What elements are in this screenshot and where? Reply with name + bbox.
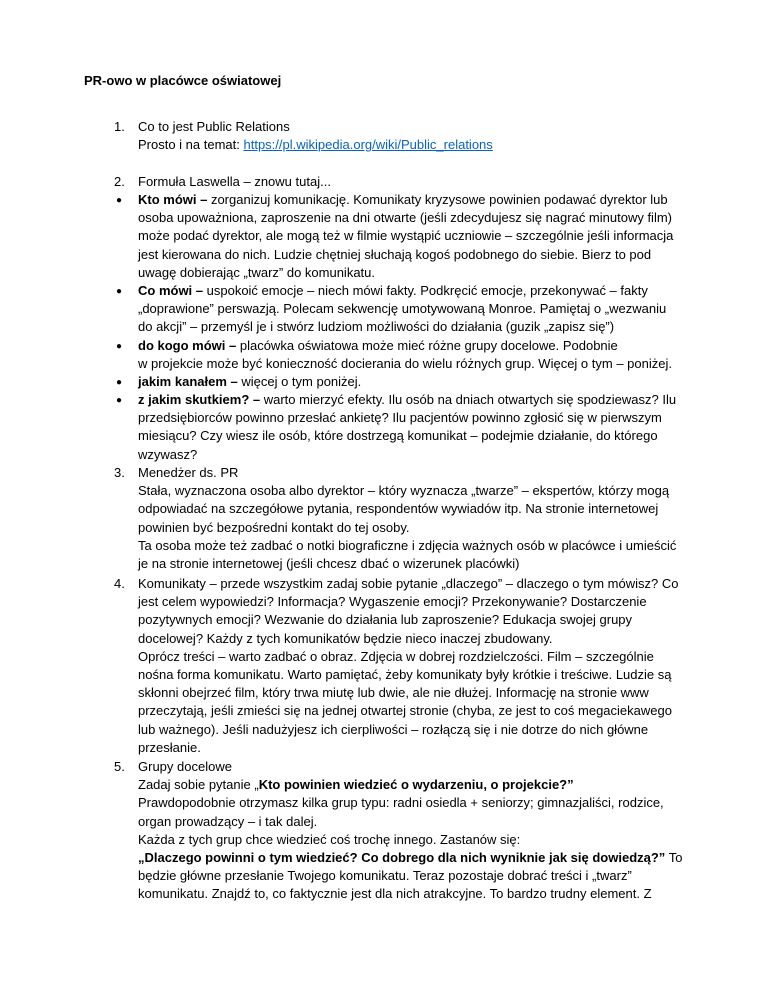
bullet-line: w projekcie może być konieczność docierania do wielu różnych grup. Więcej o tym – poniżej. (138, 356, 672, 372)
section-line: jest celem wypowiedzi? Informacja? Wygaszenie emocji? Przekonywanie? Dostarczenie (138, 594, 647, 610)
bullet-line: przedsiębiorców powinno przesłać ankietę? Ilu pacjentów powinno zgłosić się w pierwszym (138, 410, 662, 426)
section-line: powinien być bezpośredni kontakt do tej osoby. (138, 519, 410, 535)
section-line: Komunikaty – przede wszystkim zadaj sobie pytanie „dlaczego” – dlaczego o tym mówisz? Co (138, 576, 679, 591)
bullet-text: placówka oświatowa może mieć różne grupy docelowe. Podobnie (236, 338, 618, 353)
section-line: będzie główne przesłanie Twojego komunikatu. Teraz pozostaje dobrać treści i „twarz” (138, 868, 632, 884)
section-line: Każda z tych grup chce wiedzieć coś trochę innego. Zastanów się: (138, 831, 521, 847)
bullet-bold: do kogo mówi – (138, 338, 237, 353)
bullet-icon: ● (116, 395, 123, 406)
section-line: przeczytają, jeśli zmieści się na jednej otwartej stronie (chyba, ze jest to coś megaciekawego (138, 703, 672, 719)
bullet-line: może podać dyrektor, ale mogą też w filmie wystąpić uczniowie – szczególnie jeśli informacja (138, 228, 674, 244)
bullet-icon: ● (116, 195, 123, 206)
section-text: To (665, 849, 683, 865)
section-number: 5. (114, 759, 125, 774)
section-line: Prawdopodobnie otrzymasz kilka grup typu: radni osiedla + seniorzy; gimnazjaliści, rodzice, (138, 795, 664, 811)
bullet-text: więcej o tym poniżej. (237, 374, 362, 389)
bullet-bold: Kto mówi – (138, 192, 208, 207)
section-heading: Formuła Laswella – znowu tutaj... (138, 174, 331, 189)
section-line: Oprócz treści – warto zadbać o obraz. Zdjęcia w dobrej rozdzielczości. Film – szczególnie (138, 648, 654, 664)
link-prefix: Prosto i na temat: (138, 137, 244, 153)
section-number: 3. (114, 465, 125, 480)
question-prefix: Zadaj sobie pytanie „ (138, 777, 259, 793)
section-line (138, 136, 698, 154)
bullet-bold: z jakim skutkiem? – (138, 392, 261, 407)
bullet-icon: ● (116, 286, 123, 297)
section-line: lub ważnego). Jeśli nadużyjesz ich cierpliwości – rozłączą się i nie dotrze do nich główne (138, 721, 649, 737)
bullet-line: „doprawione” perswazją. Polecam sekwencję umotywowaną Monroe. Pamiętaj o „wezwaniu (138, 301, 667, 317)
section-line: nośna forma komunikatu. Warto pamiętać, żeby komunikaty były krótkie i treściwe. Ludzie są (138, 666, 672, 682)
question-bold: „Dlaczego powinni o tym wiedzieć? Co dobrego dla nich wyniknie jak się dowiedzą?” (138, 849, 666, 865)
section-heading: Co to jest Public Relations (138, 119, 290, 134)
bullet-bold: Co mówi – (138, 283, 204, 298)
bullet-line: wzywasz? (138, 446, 198, 462)
bullet-text: warto mierzyć efekty. Ilu osób na dniach otwartych się spodziewasz? Ilu (260, 392, 677, 407)
wikipedia-link[interactable]: https://pl.wikipedia.org/wiki/Public_relations (243, 137, 493, 153)
section-line: skłonni obejrzeć film, który trwa miutę lub dwie, ale nie dłużej. Informację na stronie www (138, 685, 649, 701)
section-line: przesłanie. (138, 739, 201, 755)
section-heading: Grupy docelowe (138, 759, 232, 774)
section-line: komunikatu. Znajdź to, co faktycznie jest dla nich atrakcyjne. To bardzo trudny element. Z (138, 886, 652, 902)
bullet-text: zorganizuj komunikację. Komunikaty kryzysowe powinien podawać dyrektor lub (207, 192, 668, 207)
bullet-line: do akcji” – przemyśl je i stwórz ludziom możliwości do działania (guzik „zapisz się”) (138, 319, 615, 335)
bullet-text: uspokoić emocje – niech mówi fakty. Podkręcić emocje, przekonywać – fakty (203, 283, 648, 298)
section-line: organ prowadzący – i tak dalej. (138, 813, 318, 829)
section-number: 4. (114, 576, 125, 591)
section-line: odpowiadać na szczegółowe pytania, respondentów wywiadów itp. Na stronie internetowej (138, 501, 659, 517)
question-bold: Kto powinien wiedzieć o wydarzeniu, o projekcie?” (258, 777, 574, 793)
bullet-line: miesiącu? Czy wiesz ile osób, które dostrzegą komunikat – podejmie działanie, do którego (138, 428, 658, 444)
section-line: Ta osoba może też zadbać o notki biograficzne i zdjęcia ważnych osób w placówce i umieścić (138, 537, 677, 553)
section-line: pozytywnych emocji? Wezwanie do działania lub zaproszenie? Edukacja swojej grupy (138, 612, 633, 628)
bullet-bold: jakim kanałem – (138, 374, 238, 389)
bullet-line: jest kierowana do nich. Ludzie chętniej słuchają kogoś podobnego do siebie. Bierz to pod (138, 246, 652, 262)
section-line: Stała, wyznaczona osoba albo dyrektor – który wyznacza „twarze” – ekspertów, którzy mogą (138, 483, 670, 499)
section-number: 1. (114, 119, 125, 134)
section-heading: Menedżer ds. PR (138, 465, 239, 480)
section-number: 2. (114, 174, 125, 189)
section-line: docelowej? Każdy z tych komunikatów będzie nieco inaczej zbudowany. (138, 630, 553, 646)
bullet-line: uwagę dobierając „twarz” do komunikatu. (138, 264, 376, 280)
bullet-line: osoba upoważniona, zaproszenie na dni otwarte (jeśli zdecydujesz się nagrać minutowy film) (138, 210, 672, 226)
section-line: je na stronie internetowej (jeśli chcesz dbać o wizerunek placówki) (138, 555, 520, 571)
bullet-icon: ● (116, 377, 123, 388)
document-title: PR-owo w placówce oświatowej (84, 73, 282, 88)
bullet-icon: ● (116, 341, 123, 352)
